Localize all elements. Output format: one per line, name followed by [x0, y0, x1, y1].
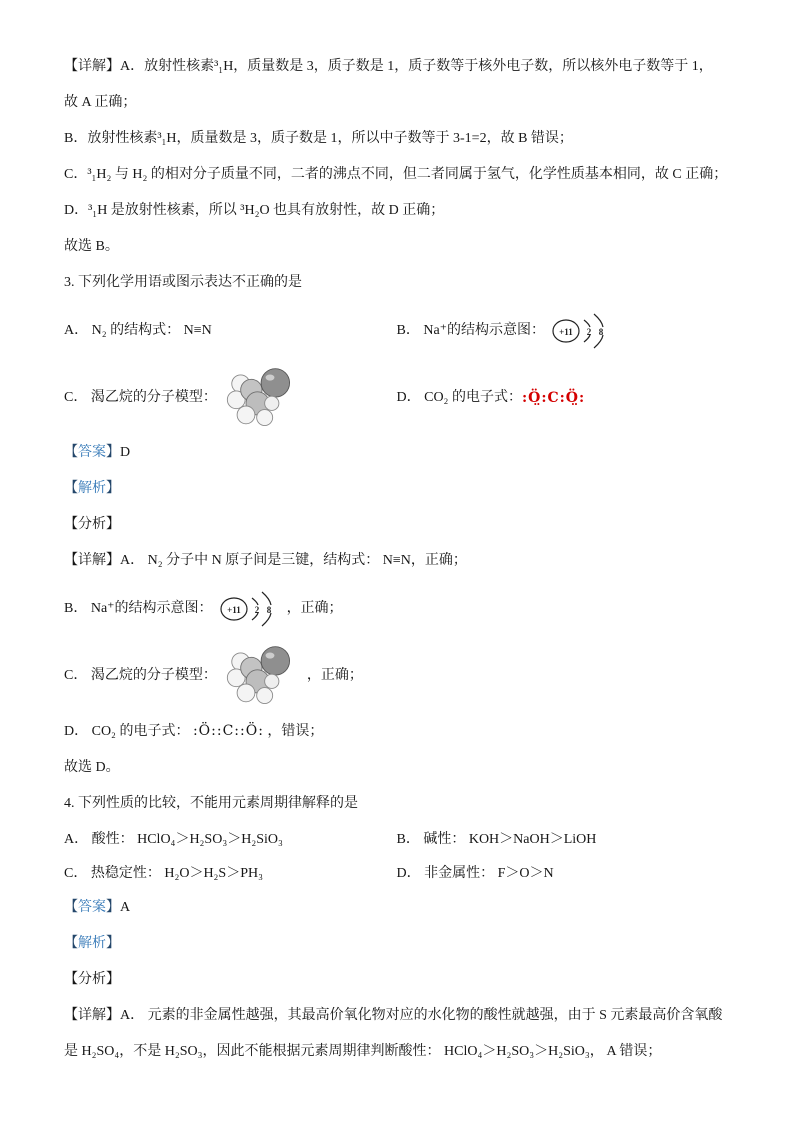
q3-option-a	[64, 308, 397, 354]
answer-value: D	[120, 445, 131, 460]
jiexi-label: 解析	[78, 481, 106, 496]
q3-fenxi-line: 【分析】	[64, 517, 120, 532]
q3-option-d	[397, 366, 730, 430]
shell2-electron-count: 8	[266, 605, 271, 615]
co2-electron-formula-wrong: :Ö̤:C:Ö̤:	[521, 390, 586, 406]
co2-electron-formula-correct: :Ö::C::Ö:	[192, 723, 264, 739]
q3-detail-c	[64, 644, 729, 708]
q3-detail-c-suffix: ，正确；	[306, 668, 363, 683]
answer-bracket-close: 】	[106, 900, 120, 915]
answer-value: A	[120, 900, 131, 915]
q3-stem: 3. 下列化学用语或图示表达不正确的是	[64, 275, 302, 290]
q3-detail-b-prefix: B． Na⁺的结构示意图：	[64, 601, 213, 616]
jiexi-bracket-open: 【	[64, 481, 78, 496]
q4-answer-line	[64, 897, 729, 919]
q3-detail-b	[64, 586, 729, 632]
q2-detail-line-4: C．³₁H₂ 与 H₂ 的相对分子质量不同，二者的沸点不同，但二者同属于氢气，化学性质基本相同，故 C 正确；	[64, 167, 728, 182]
q3-conclusion: 故选 D。	[64, 760, 120, 775]
jiexi-bracket-open: 【	[64, 936, 78, 951]
q4-detail-line-2: 是 H₂SO₄，不是 H₂SO₃，因此不能根据元素周期律判断酸性： HClO₄＞H₂SO₃＞H₂SiO₃， A 错误；	[64, 1044, 662, 1059]
q2-conclusion: 故选 B。	[64, 239, 119, 254]
q4-option-b	[397, 829, 730, 851]
q4-option-a-text: A． 酸性： HClO₄＞H₂SO₃＞H₂SiO₃	[64, 832, 283, 847]
atom-structure-diagram	[551, 308, 613, 354]
q3-options-row-1	[64, 308, 729, 354]
q4-fenxi-line: 【分析】	[64, 972, 120, 987]
shell1-electron-count: 2	[586, 327, 592, 337]
q4-option-b-text: B． 碱性： KOH＞NaOH＞LiOH	[396, 832, 597, 847]
shell2-electron-count: 8	[598, 327, 604, 337]
q4-option-c	[64, 863, 397, 885]
nucleus-charge-label: +11	[559, 327, 573, 337]
q3-detail-a: 【详解】A． N₂ 分子中 N 原子间是三键，结构式： N≡N，正确；	[64, 553, 467, 568]
answer-bracket-open: 【	[64, 900, 78, 915]
q3-option-d-text: D． CO₂ 的电子式：	[396, 390, 522, 405]
jiexi-label: 解析	[78, 936, 106, 951]
q4-options-row-2	[64, 863, 729, 885]
nucleus-charge-label: +11	[226, 605, 241, 615]
answer-bracket-open: 【	[64, 445, 78, 460]
q4-option-d	[397, 863, 730, 885]
answer-label: 答案	[78, 445, 106, 460]
q4-option-c-text: C． 热稳定性： H₂O＞H₂S＞PH₃	[64, 866, 263, 881]
q4-option-d-text: D． 非金属性： F＞O＞N	[396, 866, 554, 881]
q3-answer-line	[64, 442, 729, 464]
answer-label: 答案	[78, 900, 106, 915]
jiexi-bracket-close: 】	[106, 936, 120, 951]
bromoethane-model-image	[223, 644, 301, 708]
shell1-electron-count: 2	[254, 605, 259, 615]
bromoethane-model-image	[223, 366, 301, 430]
q2-detail-line-2: 故 A 正确；	[64, 95, 137, 110]
q2-detail-line-5: D．³₁H 是放射性核素，所以 ³H₂O 也具有放射性，故 D 正确；	[64, 203, 445, 218]
q3-detail-d	[64, 720, 729, 743]
q4-detail-line-1: 【详解】A． 元素的非金属性越强，其最高价氧化物对应的水化物的酸性就越强，由于 S 元素最高价含氧酸	[64, 1008, 723, 1023]
q4-stem: 4. 下列性质的比较，不能用元素周期律解释的是	[64, 796, 358, 811]
q4-options-row-1	[64, 829, 729, 851]
q3-option-b-text: B． Na⁺的结构示意图：	[396, 323, 546, 338]
q3-jiexi-line	[64, 478, 729, 500]
q4-jiexi-line	[64, 933, 729, 955]
q3-detail-d-suffix: ，错误；	[267, 724, 324, 739]
q3-options-row-2	[64, 366, 729, 430]
q2-detail-line-1: 【详解】A．放射性核素³₁H，质量数是 3，质子数是 1，质子数等于核外电子数，所以核外电子数等于 1，	[64, 59, 713, 74]
q3-detail-c-prefix: C． 渴乙烷的分子模型：	[64, 668, 217, 683]
q3-option-c	[64, 366, 397, 430]
answer-bracket-close: 】	[106, 445, 120, 460]
atom-structure-diagram	[219, 586, 281, 632]
q3-option-a-text: A． N₂ 的结构式： N≡N	[64, 323, 212, 338]
q3-detail-d-prefix: D． CO₂ 的电子式：	[64, 724, 190, 739]
q3-detail-b-suffix: ，正确；	[286, 601, 343, 616]
q4-option-a	[64, 829, 397, 851]
q3-option-c-text: C． 渴乙烷的分子模型：	[64, 390, 217, 405]
jiexi-bracket-close: 】	[106, 481, 120, 496]
q3-option-b	[397, 308, 730, 354]
q2-detail-line-3: B．放射性核素³₁H，质量数是 3，质子数是 1，所以中子数等于 3-1=2，故 B 错误；	[64, 131, 573, 146]
